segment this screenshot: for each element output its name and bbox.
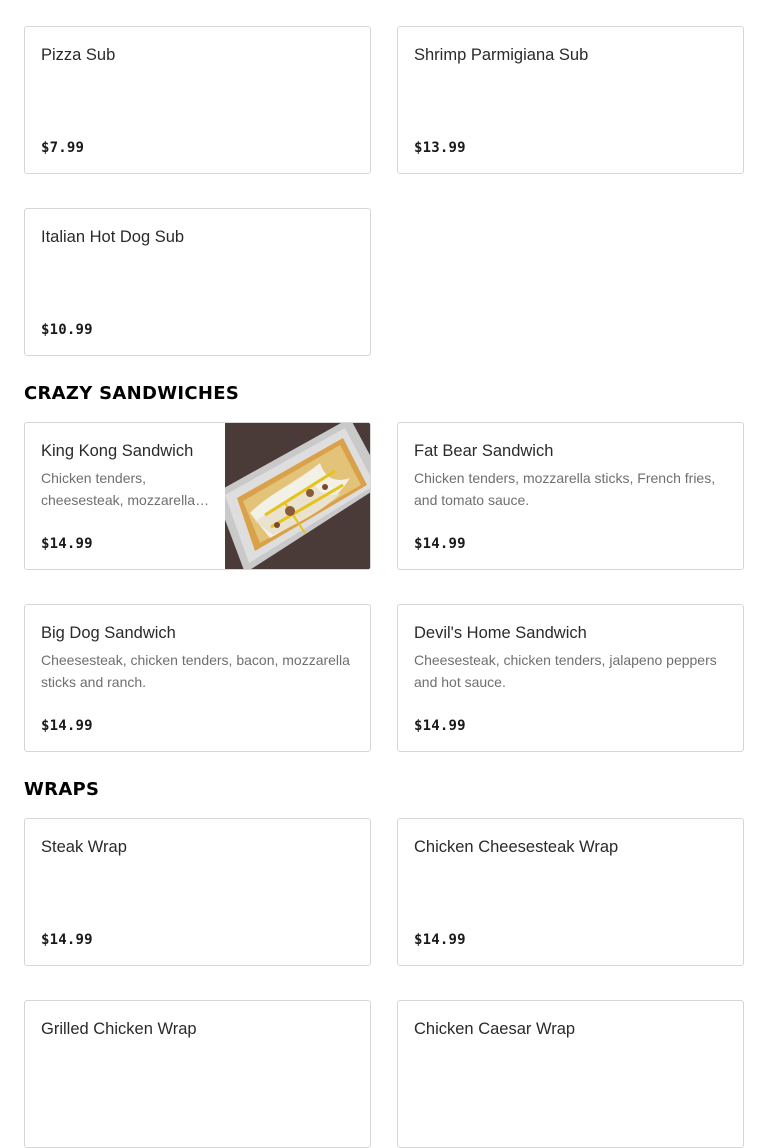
- menu-item-name: Shrimp Parmigiana Sub: [414, 46, 589, 64]
- menu-item-card[interactable]: [397, 818, 744, 966]
- menu-item-card[interactable]: [397, 1000, 744, 1148]
- menu-item-card[interactable]: [24, 422, 371, 570]
- menu-item-price: $14.99: [41, 932, 93, 948]
- menu-item-name: Fat Bear Sandwich: [414, 442, 554, 460]
- section-title-crazy-sandwiches: CRAZY SANDWICHES: [24, 383, 240, 404]
- menu-item-info: [41, 423, 210, 569]
- menu-item-price: $14.99: [41, 536, 93, 552]
- menu-item-description: Chicken tenders, mozzarella sticks, French fries, and tomato sauce.: [414, 470, 716, 508]
- menu-item-name: Pizza Sub: [41, 46, 116, 64]
- menu-item-name: Grilled Chicken Wrap: [41, 1020, 197, 1038]
- menu-item-name: Chicken Caesar Wrap: [414, 1020, 576, 1038]
- menu-item-description: Cheesesteak, chicken tenders, bacon, mozzarella sticks and ranch.: [41, 652, 350, 690]
- menu-item-price: $10.99: [41, 322, 93, 338]
- menu-item-info: [414, 819, 727, 965]
- menu-item-description: Chicken tenders, cheesesteak, mozzarella…: [41, 470, 210, 508]
- menu-item-price: $14.99: [414, 536, 466, 552]
- menu-item-name: King Kong Sandwich: [41, 442, 194, 460]
- menu-item-card[interactable]: [24, 818, 371, 966]
- menu-item-card[interactable]: [24, 604, 371, 752]
- menu-item-info: [41, 209, 354, 355]
- menu-item-price: $7.99: [41, 140, 85, 156]
- menu-item-info: [41, 27, 354, 173]
- menu-item-info: [41, 819, 354, 965]
- menu-item-info: [41, 1001, 354, 1147]
- menu-item-description: Cheesesteak, chicken tenders, jalapeno peppers and hot sauce.: [414, 652, 717, 690]
- menu-item-price: $14.99: [41, 718, 93, 734]
- menu-item-card[interactable]: [397, 422, 744, 570]
- sandwich-with-fries-photo: [225, 423, 370, 570]
- menu-item-info: [41, 605, 354, 751]
- menu-item-info: [414, 605, 727, 751]
- menu-item-price: $14.99: [414, 932, 466, 948]
- menu-item-info: [414, 1001, 727, 1147]
- menu-item-card[interactable]: [397, 26, 744, 174]
- menu-item-card[interactable]: [397, 604, 744, 752]
- menu-item-name: Big Dog Sandwich: [41, 624, 176, 642]
- menu-item-info: [414, 423, 727, 569]
- menu-item-price: $14.99: [414, 718, 466, 734]
- menu-item-name: Devil's Home Sandwich: [414, 624, 587, 642]
- menu-item-price: $13.99: [414, 140, 466, 156]
- menu-item-card[interactable]: [24, 26, 371, 174]
- menu-item-name: Chicken Cheesesteak Wrap: [414, 838, 619, 856]
- menu-item-name: Italian Hot Dog Sub: [41, 228, 185, 246]
- menu-item-card[interactable]: [24, 1000, 371, 1148]
- menu-item-name: Steak Wrap: [41, 838, 127, 856]
- menu-item-card[interactable]: [24, 208, 371, 356]
- section-title-wraps: WRAPS: [24, 779, 100, 800]
- menu-item-info: [414, 27, 727, 173]
